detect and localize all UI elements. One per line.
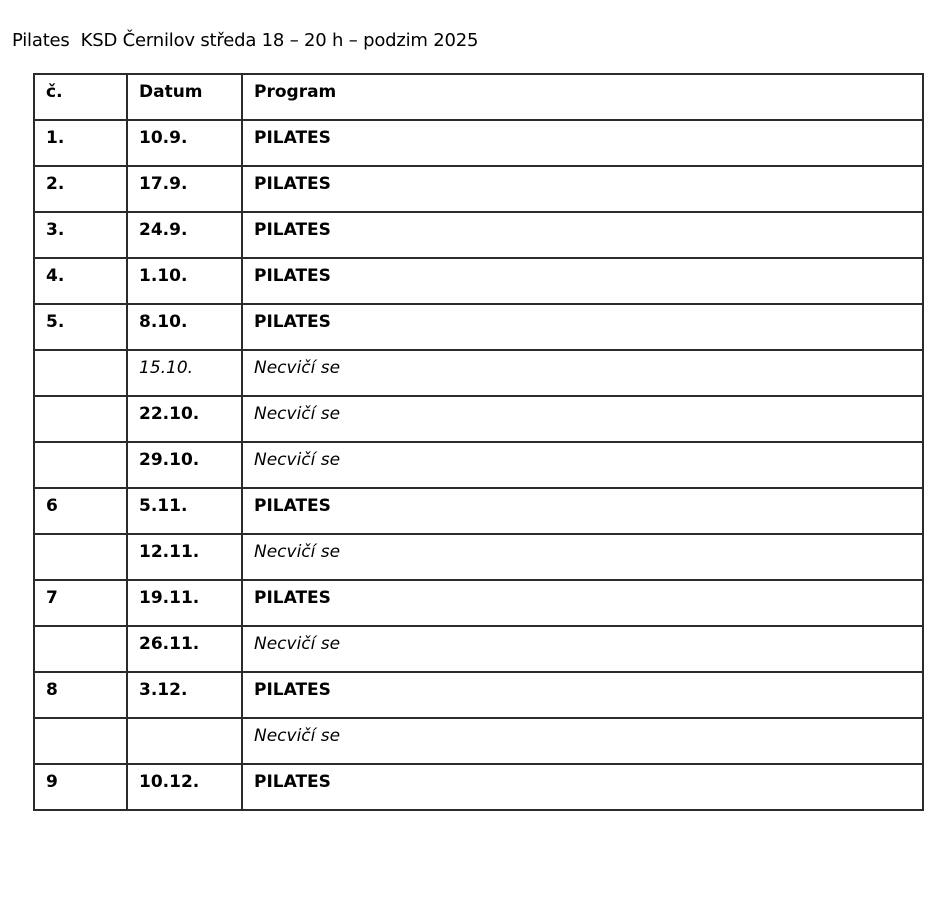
header-date-label: Datum	[139, 82, 203, 102]
row-number-cell	[34, 442, 127, 488]
table-row	[34, 764, 923, 810]
row-date-cell	[127, 120, 242, 166]
row-date: 12.11.	[139, 542, 200, 562]
table-row	[34, 304, 923, 350]
table-row	[34, 626, 923, 672]
row-date: 26.11.	[139, 634, 200, 654]
row-date-cell	[127, 718, 242, 764]
table-row	[34, 672, 923, 718]
table-row	[34, 534, 923, 580]
row-date-cell	[127, 626, 242, 672]
row-date-cell	[127, 580, 242, 626]
row-number-cell	[34, 626, 127, 672]
table-row	[34, 442, 923, 488]
table-row	[34, 396, 923, 442]
row-program: PILATES	[254, 174, 331, 194]
row-number-cell	[34, 488, 127, 534]
table-row	[34, 258, 923, 304]
table-row	[34, 120, 923, 166]
row-date	[139, 719, 241, 725]
row-program-cell	[242, 764, 923, 810]
row-program: PILATES	[254, 680, 331, 700]
document-title: Pilates KSD Černilov středa 18 – 20 h – podzim 2025	[12, 30, 479, 51]
row-number: 7	[46, 588, 58, 608]
row-program: PILATES	[254, 496, 331, 516]
row-program: PILATES	[254, 220, 331, 240]
row-number-cell	[34, 672, 127, 718]
row-number	[46, 351, 126, 357]
row-date-cell	[127, 212, 242, 258]
schedule-table	[33, 73, 924, 811]
row-program: Necvičí se	[254, 634, 341, 654]
row-date-cell	[127, 396, 242, 442]
row-number	[46, 397, 126, 403]
row-program-cell	[242, 396, 923, 442]
row-number: 3.	[46, 220, 65, 240]
table-row	[34, 350, 923, 396]
row-program: Necvičí se	[254, 726, 341, 746]
row-program-cell	[242, 626, 923, 672]
row-number: 5.	[46, 312, 65, 332]
row-number-cell	[34, 350, 127, 396]
row-number-cell	[34, 120, 127, 166]
row-program-cell	[242, 166, 923, 212]
row-date: 8.10.	[139, 312, 188, 332]
row-date-cell	[127, 350, 242, 396]
row-program: PILATES	[254, 266, 331, 286]
row-program-cell	[242, 442, 923, 488]
row-program-cell	[242, 534, 923, 580]
row-program-cell	[242, 120, 923, 166]
row-date: 15.10.	[139, 358, 194, 378]
row-number: 1.	[46, 128, 65, 148]
table-header-row	[34, 74, 923, 120]
row-program: Necvičí se	[254, 542, 341, 562]
header-cell-date	[127, 74, 242, 120]
row-date: 10.9.	[139, 128, 188, 148]
row-date: 24.9.	[139, 220, 188, 240]
row-date: 17.9.	[139, 174, 188, 194]
row-number	[46, 443, 126, 449]
row-number-cell	[34, 580, 127, 626]
table-row	[34, 212, 923, 258]
row-number-cell	[34, 258, 127, 304]
row-program-cell	[242, 672, 923, 718]
row-program: PILATES	[254, 772, 331, 792]
row-program-cell	[242, 304, 923, 350]
row-program-cell	[242, 212, 923, 258]
row-date: 10.12.	[139, 772, 200, 792]
row-program: Necvičí se	[254, 450, 341, 470]
row-number-cell	[34, 212, 127, 258]
row-number-cell	[34, 166, 127, 212]
table-row	[34, 488, 923, 534]
row-number: 9	[46, 772, 58, 792]
row-date: 29.10.	[139, 450, 200, 470]
row-date-cell	[127, 166, 242, 212]
row-number: 4.	[46, 266, 65, 286]
row-program-cell	[242, 718, 923, 764]
row-date: 3.12.	[139, 680, 188, 700]
row-number-cell	[34, 396, 127, 442]
row-date-cell	[127, 764, 242, 810]
row-number-cell	[34, 304, 127, 350]
table-row	[34, 718, 923, 764]
row-date: 19.11.	[139, 588, 200, 608]
row-number	[46, 627, 126, 633]
row-date-cell	[127, 442, 242, 488]
row-program-cell	[242, 258, 923, 304]
header-cell-number	[34, 74, 127, 120]
row-number	[46, 719, 126, 725]
row-date: 5.11.	[139, 496, 188, 516]
row-program: Necvičí se	[254, 404, 341, 424]
row-date-cell	[127, 488, 242, 534]
header-program-label: Program	[254, 82, 337, 102]
row-program: PILATES	[254, 312, 331, 332]
row-number-cell	[34, 534, 127, 580]
row-number	[46, 535, 126, 541]
table-row	[34, 580, 923, 626]
row-program-cell	[242, 350, 923, 396]
row-number: 8	[46, 680, 58, 700]
row-date: 22.10.	[139, 404, 200, 424]
row-program: PILATES	[254, 588, 331, 608]
row-program: Necvičí se	[254, 358, 341, 378]
table-row	[34, 166, 923, 212]
row-number-cell	[34, 764, 127, 810]
row-date-cell	[127, 672, 242, 718]
header-number-label: č.	[46, 82, 63, 102]
row-program-cell	[242, 580, 923, 626]
row-date: 1.10.	[139, 266, 188, 286]
row-number: 2.	[46, 174, 65, 194]
header-cell-program	[242, 74, 923, 120]
row-date-cell	[127, 258, 242, 304]
row-program: PILATES	[254, 128, 331, 148]
row-date-cell	[127, 534, 242, 580]
row-number: 6	[46, 496, 58, 516]
row-program-cell	[242, 488, 923, 534]
row-number-cell	[34, 718, 127, 764]
row-date-cell	[127, 304, 242, 350]
